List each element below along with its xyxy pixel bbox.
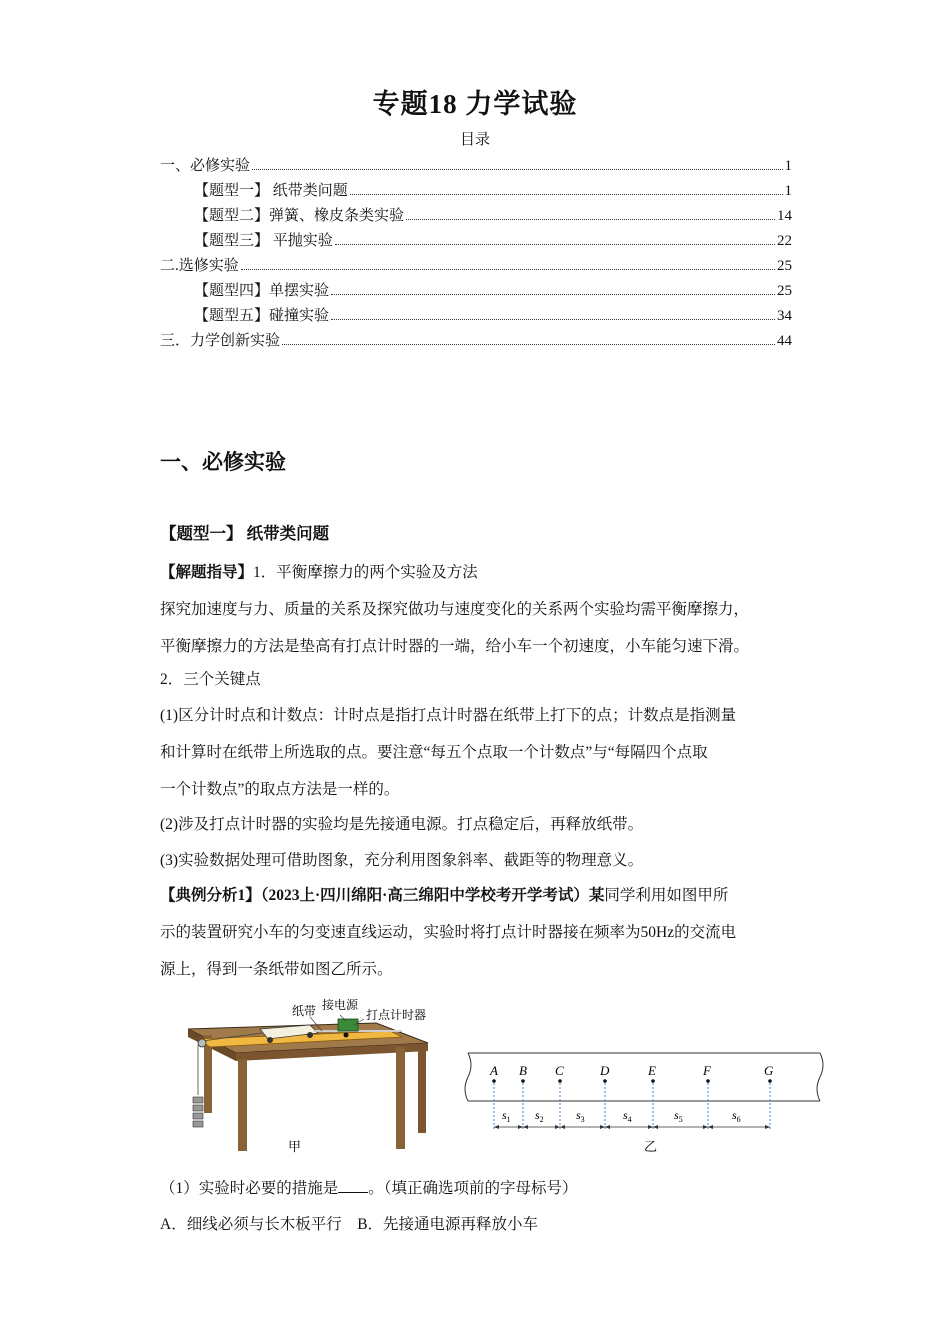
- arrow-head: [648, 1125, 653, 1129]
- paragraph-line: (1)区分计时点和计数点：计时点是指打点计时器在纸带上打下的点；计数点是指测量: [160, 707, 737, 724]
- segment-label: $s_1$: [502, 1108, 511, 1124]
- example-line: [160, 877, 795, 914]
- example-label: 【典例分析1】（2023上·四川绵阳·高三绵阳中学校考开学考试）某: [160, 887, 605, 904]
- arrow-head: [600, 1125, 605, 1129]
- segment-label: $s_4$: [623, 1108, 632, 1124]
- table-of-contents: [160, 150, 792, 350]
- segment-label: $s_5$: [674, 1108, 683, 1124]
- answer-blank[interactable]: [338, 1178, 368, 1193]
- toc-item[interactable]: [160, 275, 792, 300]
- options-line: A．细线必须与长木板平行 B．先接通电源再释放小车: [160, 1216, 539, 1233]
- label-power: 接电源: [322, 998, 359, 1012]
- toc-item[interactable]: [160, 325, 792, 350]
- toc-leader-dots: [282, 343, 775, 345]
- point-label: A: [490, 1063, 498, 1078]
- tape-torn-right: [817, 1053, 823, 1101]
- count-dot: [521, 1079, 525, 1083]
- toc-item-page: 34: [777, 308, 792, 324]
- paper-tape-diagram: [465, 1053, 823, 1154]
- toc-item-page: 14: [777, 208, 792, 224]
- count-dot: [768, 1079, 772, 1083]
- toc-item-page: 25: [777, 258, 792, 274]
- table-leg: [418, 1049, 426, 1133]
- toc-leader-dots: [331, 293, 775, 295]
- point-label: B: [519, 1063, 527, 1078]
- toc-item[interactable]: [160, 175, 792, 200]
- point-label: G: [764, 1063, 774, 1078]
- toc-item[interactable]: [160, 150, 792, 175]
- arrow-head: [708, 1125, 713, 1129]
- toc-item-page: 1: [784, 183, 792, 199]
- apparatus-illustration: [188, 997, 428, 1154]
- arrow-head: [518, 1125, 523, 1129]
- paragraph-line: 2．三个关键点: [160, 671, 261, 688]
- arrow-head: [523, 1125, 528, 1129]
- count-dot: [706, 1079, 710, 1083]
- point-label: F: [703, 1063, 711, 1078]
- toc-item[interactable]: [160, 225, 792, 250]
- guide-label: 【解题指导】: [160, 564, 254, 581]
- arrow-head: [494, 1125, 499, 1129]
- label-tape: 纸带: [292, 1004, 317, 1018]
- toc-item-label: 三．力学创新实验: [160, 333, 281, 349]
- segment-label: $s_3$: [576, 1108, 585, 1124]
- paragraph-line: 一个计数点”的取点方法是一样的。: [160, 781, 400, 798]
- subsection-heading: 【题型一】 纸带类问题: [160, 524, 330, 543]
- paragraph-line: 探究加速度与力、质量的关系及探究做功与速度变化的关系两个实验均需平衡摩擦力，: [160, 601, 750, 618]
- table-leg: [238, 1059, 247, 1151]
- weight: [193, 1113, 203, 1119]
- toc-item-page: 25: [777, 283, 792, 299]
- point-label: C: [555, 1063, 564, 1078]
- count-dot: [603, 1079, 607, 1083]
- weight: [193, 1105, 203, 1111]
- toc-leader-dots: [241, 268, 775, 270]
- toc-item-label: 二.选修实验: [160, 258, 239, 274]
- toc-item[interactable]: [160, 300, 792, 325]
- count-dot: [492, 1079, 496, 1083]
- toc-heading: 目录: [459, 132, 490, 148]
- pulley: [198, 1039, 206, 1047]
- toc-item-page: 22: [777, 233, 792, 249]
- toc-item-label: 【题型一】 纸带类问题: [194, 183, 348, 199]
- arrow-head: [555, 1125, 560, 1129]
- arrow-head: [560, 1125, 565, 1129]
- experiment-figure: [180, 995, 830, 1165]
- count-dot: [651, 1079, 655, 1083]
- toc-leader-dots: [335, 243, 775, 245]
- toc-leader-dots: [406, 218, 775, 220]
- point-label: E: [648, 1063, 656, 1078]
- question-1-suffix: 。（填正确选项前的字母标号）: [368, 1180, 578, 1197]
- toc-item-label: 一、必修实验: [160, 158, 251, 174]
- section-heading: 一、必修实验: [160, 450, 286, 474]
- toc-item-page: 1: [784, 158, 792, 174]
- guide-line: [160, 554, 795, 591]
- paragraph-line: 平衡摩擦力的方法是垫高有打点计时器的一端，给小车一个初速度，小车能匀速下滑。: [160, 638, 750, 655]
- toc-item-label: 【题型二】弹簧、橡皮条类实验: [194, 208, 405, 224]
- point-label: D: [600, 1063, 610, 1078]
- cart-wheel: [307, 1032, 313, 1038]
- tape-torn-left: [465, 1053, 471, 1101]
- toc-item[interactable]: [160, 250, 792, 275]
- paragraph-line: (3)实验数据处理可借助图象，充分利用图象斜率、截距等的物理意义。: [160, 852, 644, 869]
- toc-leader-dots: [350, 193, 783, 195]
- segment-label: $s_6$: [732, 1108, 741, 1124]
- arrow-head: [703, 1125, 708, 1129]
- weight: [193, 1097, 203, 1103]
- weight: [193, 1121, 203, 1127]
- caption-left: 甲: [288, 1139, 302, 1154]
- timer-pin: [344, 1033, 349, 1038]
- paragraph-line: 和计算时在纸带上所选取的点。要注意“每五个点取一个计数点”与“每隔四个点取: [160, 744, 708, 761]
- arrow-head: [765, 1125, 770, 1129]
- toc-item[interactable]: [160, 200, 792, 225]
- toc-item-page: 44: [777, 333, 792, 349]
- arrow-head: [605, 1125, 610, 1129]
- arrow-head: [653, 1125, 658, 1129]
- toc-item-label: 【题型五】碰撞实验: [194, 308, 330, 324]
- toc-item-label: 【题型三】 平抛实验: [194, 233, 333, 249]
- toc-leader-dots: [252, 168, 782, 170]
- paragraph-line: 源上，得到一条纸带如图乙所示。: [160, 961, 393, 978]
- paragraph-line: (2)涉及打点计时器的实验均是先接通电源。打点稳定后，再释放纸带。: [160, 816, 644, 833]
- count-dot: [558, 1079, 562, 1083]
- cart-wheel: [267, 1037, 273, 1043]
- caption-right: 乙: [644, 1139, 658, 1154]
- segment-label: $s_2$: [535, 1108, 544, 1124]
- table-leg: [396, 1047, 405, 1149]
- toc-item-label: 【题型四】单摆实验: [194, 283, 330, 299]
- example-text: 同学利用如图甲所: [604, 887, 729, 904]
- toc-leader-dots: [331, 318, 775, 320]
- guide-point-1: 1．平衡摩擦力的两个实验及方法: [253, 564, 478, 581]
- question-1-prefix: （1）实验时必要的措施是: [160, 1180, 339, 1197]
- label-timer: 打点计时器: [366, 1008, 427, 1022]
- page-title: 专题18 力学试验: [372, 89, 578, 119]
- paragraph-line: 示的装置研究小车的匀变速直线运动，实验时将打点计时器接在频率为50Hz的交流电: [160, 924, 737, 941]
- question-line: [160, 1170, 795, 1207]
- timer-device: [338, 1019, 358, 1031]
